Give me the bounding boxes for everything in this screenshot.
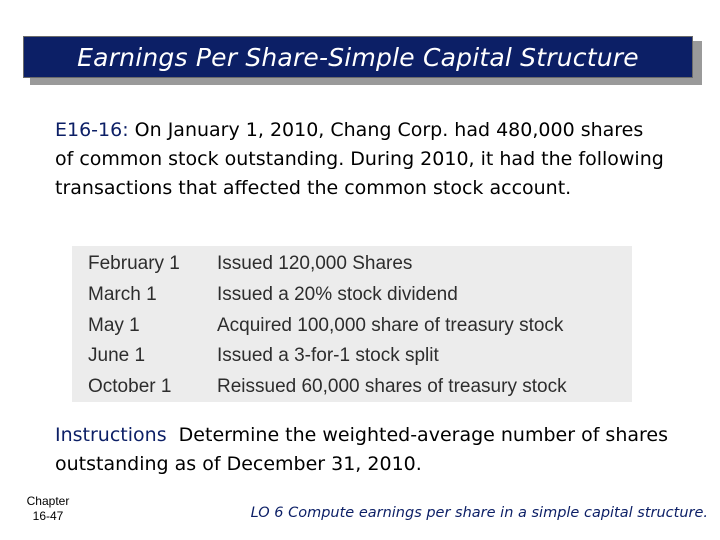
instructions [55, 421, 675, 479]
transaction-description: Issued 120,000 Shares [217, 253, 413, 274]
transaction-date: June 1 [88, 345, 146, 366]
transaction-date: May 1 [88, 315, 140, 336]
transaction-description: Acquired 100,000 share of treasury stock [217, 315, 564, 336]
chapter-label: Chapter [26, 494, 70, 508]
transaction-date: March 1 [88, 284, 157, 305]
chapter-page: 16-47 [32, 509, 64, 523]
transactions-table [72, 246, 632, 402]
transaction-description: Issued a 20% stock dividend [217, 284, 458, 305]
transaction-date: October 1 [88, 376, 172, 397]
title-bar [23, 36, 693, 78]
instructions-text: Determine the weighted-average number of shares outstanding as of December 31, 2010. [55, 424, 675, 475]
problem-statement [55, 116, 665, 203]
instructions-label: Instructions [55, 424, 167, 446]
slide-title: Earnings Per Share-Simple Capital Structure [77, 42, 639, 72]
problem-text: On January 1, 2010, Chang Corp. had 480,000 shares of common stock outstanding. During 2010, it had the following transactions that affected the common stock account. [55, 119, 664, 199]
transaction-description: Reissued 60,000 shares of treasury stock [217, 376, 567, 397]
transaction-description: Issued a 3-for-1 stock split [217, 345, 439, 366]
problem-label: E16-16: [55, 119, 129, 141]
learning-objective: LO 6 Compute earnings per share in a simple capital structure. [250, 505, 708, 521]
chapter-reference [8, 494, 88, 524]
transaction-date: February 1 [88, 253, 180, 274]
